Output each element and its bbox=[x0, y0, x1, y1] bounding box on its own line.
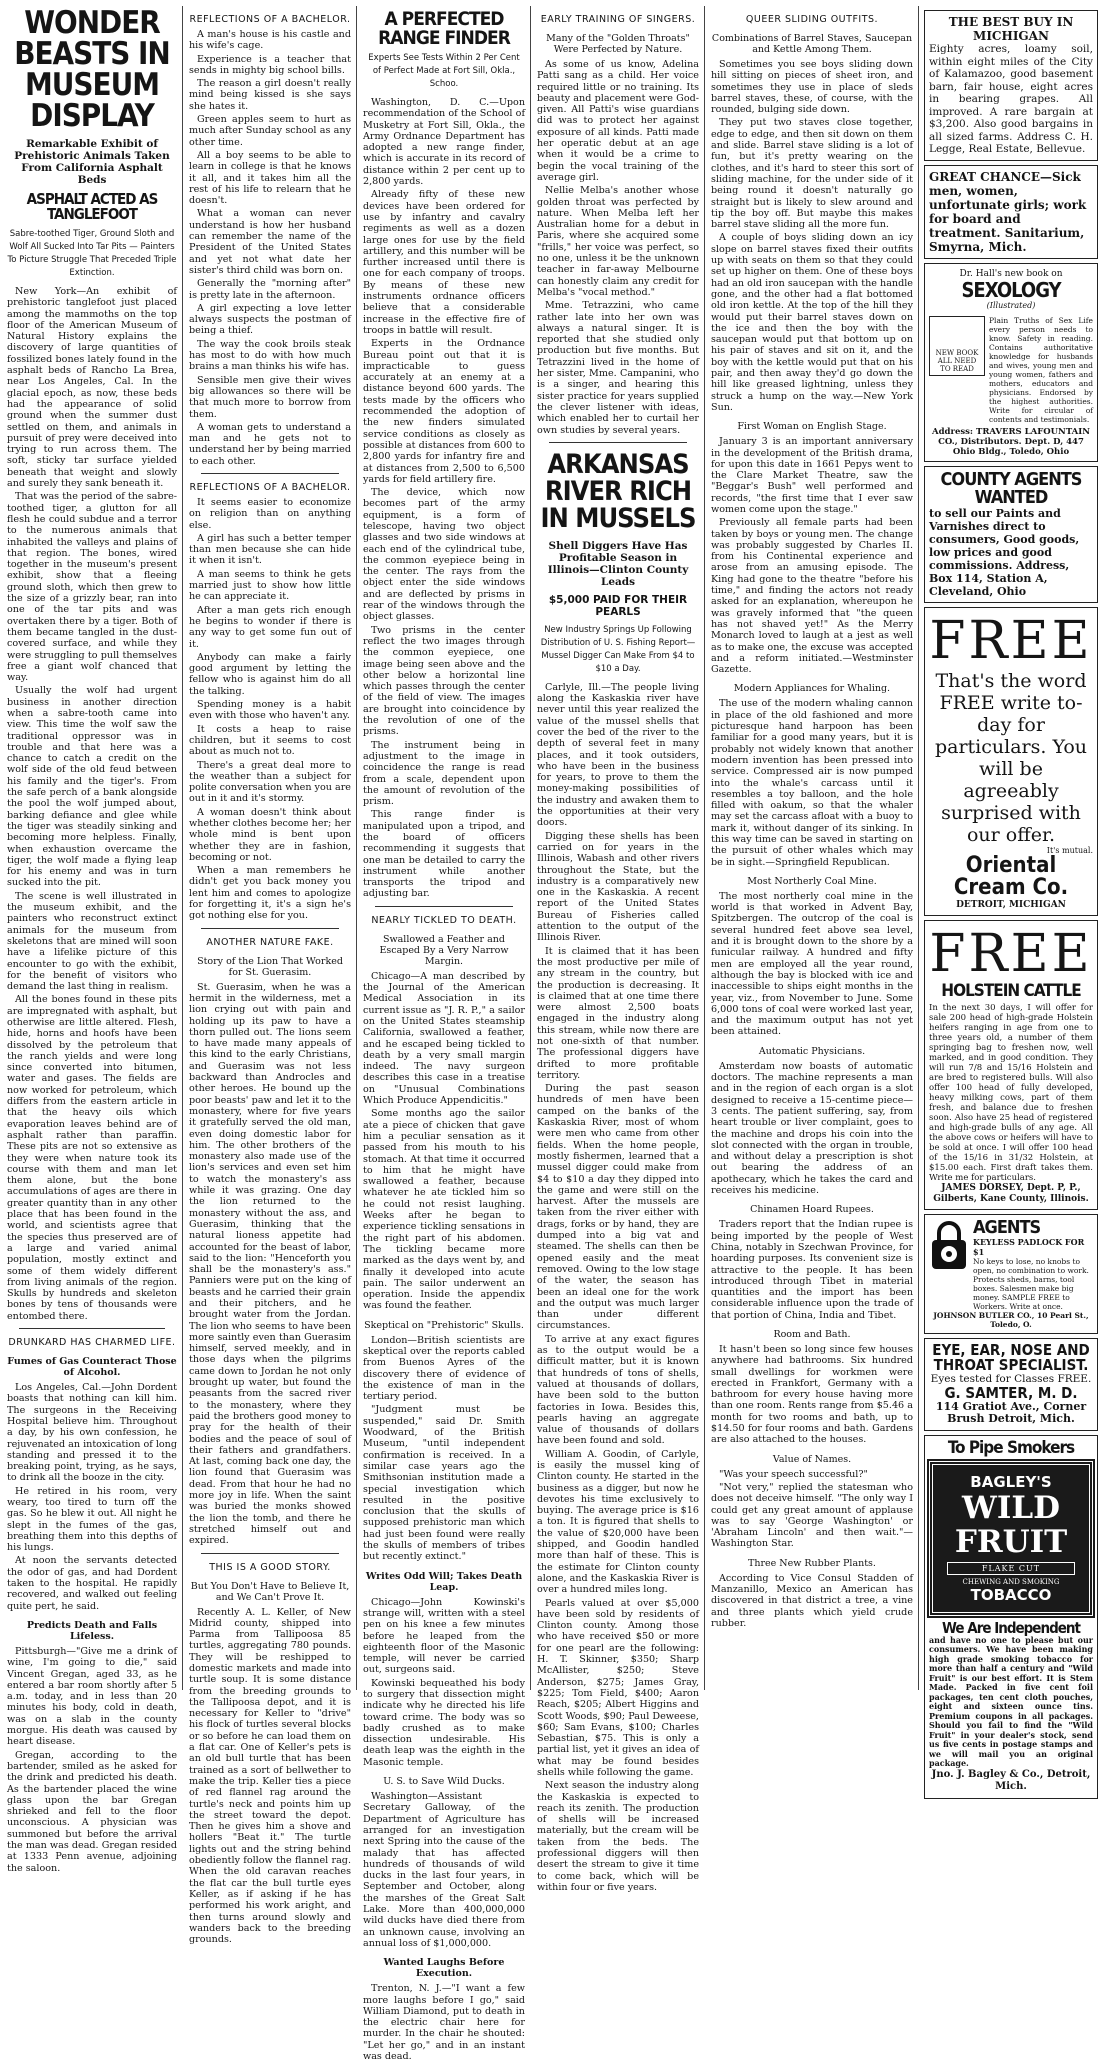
ad-free-heading: FREE bbox=[929, 610, 1093, 671]
article-paragraph: Some months ago the sailor ate a piece of chicken that gave him a peculiar sensation as it passed from his mouth to his stomach. At that time it occurred to him that he might have swallowed a feather, because whatever he ate tickled him so he could not resist laughing. Weeks after he began to experience tickling sensations in the right part of his abdomen. The tickling became more marked as the days went by, and finally it developed into acute pain. The sailor underwent an operation. Inside the appendix was found the feather. bbox=[363, 1108, 525, 1312]
ad-body: Eighty acres, loamy soil, within eight miles of the City of Kalamazoo, good basement barn, fair house, eight acres in bearing grapes. All improved. A rare bargain at $3,200. Also good bargains in all sized farms. Address C. H. Legge, Real Estate, Bellevue. bbox=[929, 43, 1093, 155]
article-paragraph: The way the cook broils steak has most to do with how much brains a man thinks his wife has. bbox=[189, 338, 351, 373]
ad-heading: We Are Independent bbox=[942, 1618, 1080, 1637]
article-paragraph: Amsterdam now boasts of automatic doctors. The machine represents a man and in the region of each organ is a slot designed to receive a 15-centime piece—3 cents. The patient suffering, say, from heart trouble or liver complaint, goes to the machine and drops his coin into the slot connected with the organ in trouble, and without delay a prescription is shot out bearing the address of an apothecary, which he takes the card and receives his medicine. bbox=[711, 1060, 913, 1197]
ad-county-agents bbox=[924, 466, 1098, 603]
ad-title: COUNTY AGENTS WANTED bbox=[940, 468, 1082, 508]
article-deck: But You Don't Have to Believe It, and We Can't Prove It. bbox=[190, 1580, 350, 1603]
article-paragraph: All the bones found in these pits are impregnated with asphalt, but otherwise are little altered. Flesh, hide, horns and hoofs have been dissolved by the petroleum that the ranch yields and were long since converted into bitumen, water and gases. The fields are now worked for petroleum, which differs from the eastern article in that the heavy oils which evaporation leaves behind are of asphalt rather than paraffin. These pits are not so extensive as they were when nature took its course with them and man let them alone, but the bone accumulations of ages are there in greater quantity than in any other place that has been found in the world, and scientists agree that the species thus preserved are of a large and varied animal population, mostly extinct and some of them widely different from living animals of the region. Skulls by hundreds and skeleton bones by tens of thousands were entombed there. bbox=[7, 994, 177, 1322]
column-2 bbox=[186, 6, 354, 1946]
article-headline: REFLECTIONS OF A BACHELOR. bbox=[189, 14, 351, 25]
ad-title: EYE, EAR, NOSE AND THROAT SPECIALIST. bbox=[932, 1341, 1090, 1374]
article-deck: Fumes of Gas Counteract Those of Alcohol. bbox=[7, 1356, 177, 1379]
ad-body: In the next 30 days, I will offer for sale 200 head of high-grade Holstein heifers ranging in age from one to three years old, a number of them springing bag to freshen now, well marked, and in good condition. They will run 7/8 and 15/16 Holstein and are bred to registered bulls. Will also offer 100 head of fully developed, heavy milking cows, part of them fresh, and balance due to freshen soon. Also have 25 head of registered and high-grade bulls of any age. All the above cows or heifers will have to be sold at once. I will offer 100 head of the 15/16 in 31/32 Holstein, at $15.00 each. First draft takes them. Write me for particulars. bbox=[929, 1003, 1093, 1183]
crosshead: $5,000 PAID FOR THEIR PEARLS bbox=[548, 593, 688, 618]
article-paragraph: Recently A. L. Keller, of New Midrid county, shipped into Parma from Tallipoosa 85 turtles, aggregating 780 pounds. They will be reshipped to domestic markets and made into turtle soup. It is some distance from the breeding grounds to the Tallipoosa depot, and it is necessary for Keller to "drive" his flock of turtles several blocks or so before he can load them on a flat car. One of Keller's pets is an old bull turtle that has been trained as a sort of bellwether to make the trip. Keller ties a piece of red flannel rag around the turtle's neck and points him up the street toward the depot. Then he gives him a shove and hollers "Beat it." The turtle lights out and the string behind obediently follow the flannel rag. When the old caravan reaches the flat car the bull turtle eyes Keller, as if asking if he has performed his work aright, and then turns around slowly and wanders back to the breeding grounds. bbox=[189, 1606, 351, 1946]
article-headline: Most Northerly Coal Mine. bbox=[747, 875, 877, 887]
ad-company: Oriental Cream Co. bbox=[953, 852, 1069, 900]
package-kind: CHEWING AND SMOKING bbox=[962, 1577, 1060, 1586]
article-paragraph: A woman gets to understand a man and he gets not to understand her by being married to each other. bbox=[189, 421, 351, 467]
ad-sub: (Illustrated) bbox=[986, 301, 1036, 310]
article-paragraph: Experience is a teacher that sends in mighty big school bills. bbox=[189, 53, 351, 76]
article-paragraph: Anybody can make a fairly good argument by letting the fellow who is against him do all the talking. bbox=[189, 651, 351, 697]
ad-keyless-padlock bbox=[924, 1214, 1098, 1334]
article-headline: Value of Names. bbox=[772, 1453, 852, 1465]
package-brand: BAGLEY'S bbox=[970, 1472, 1052, 1491]
article-paragraph: The scene is well illustrated in the museum exhibit, and the painters who reconstruct extinct animals for the museum from skeletons that are mined will soon have a lifelike picture of this encounter to go with the exhibit, for the benefit of visitors who demand the last thing in realism. bbox=[7, 890, 177, 993]
divider bbox=[201, 928, 339, 929]
divider bbox=[375, 906, 513, 907]
article-paragraph: To arrive at any exact figures as to the output would be a difficult matter, but it is known that hundreds of tons of shells, valued at thousands of dollars, have been sold to the button factories in Iowa. Besides this, pearls having an aggregate value of thousands of dollars have been found and sold. bbox=[537, 1333, 699, 1447]
article-paragraph: What a woman can never understand is how her husband can remember the name of the President of the United States and yet not what date her sister's third child was born on. bbox=[189, 208, 351, 276]
padlock-icon bbox=[929, 1219, 969, 1271]
ad-michigan-farm bbox=[924, 10, 1098, 161]
ad-body: That's the word FREE write to-day for particulars. You will be agreeably surprised with our offer. bbox=[934, 669, 1088, 846]
article-paragraph: There's a great deal more to the weather than a subject for polite conversation when you are out in it and it's stormy. bbox=[189, 759, 351, 805]
ad-sanitarium bbox=[924, 165, 1098, 259]
article-paragraph: During the past season hundreds of men have been camped on the banks of the Kaskaskia River, most of whom were men who came from other fields. When the home people, mostly fishermen, learned that a mussel digger could make from $4 to $10 a day they dipped into the game and were still on the harvest. After the mussels are taken from the river either with drags, forks or by hand, they are dumped into a big vat and steamed. The shells can then be opened easily and the meat removed. Owing to the low stage of the water, the season has been an ideal one for the work and the output was much larger than under different circumstances. bbox=[537, 1083, 699, 1332]
article-headline: REFLECTIONS OF A BACHELOR. bbox=[189, 481, 351, 493]
ad-address: Address: TRAVERS LAFOUNTAIN CO., Distributors. Dept. D, 447 Ohio Bldg., Toledo, Ohio bbox=[931, 426, 1091, 457]
article-paragraph: A girl has such a better temper than men because she can hide it when it isn't. bbox=[189, 532, 351, 567]
article-paragraph: "Was your speech successful?" bbox=[719, 1468, 868, 1480]
article-paragraph: Trenton, N. J.—"I want a few more laughs before I go," said William Diamond, put to death in the electric chair here for murder. In the chair he shouted: "Let her go," and in an instant was dead. bbox=[363, 1983, 525, 2062]
article-paragraph: That was the period of the sabre-toothed tiger, a glutton for all flesh he could subdue and a terror to the numerous animals that inhabited the valleys and plains of that region. The bones, wired together in the museum's present exhibit, show that a fleeing ground sloth, which then grew to the size of a grizzly bear, ran into one of the tar pits and was overtaken there by a tiger. Both of them became tangled in the dust-covered surface, and while they were struggling to pull themselves free a giant wolf chanced that way. bbox=[7, 491, 177, 684]
article-paragraph: Sensible men give their wives big allowances so there will be that much more to borrow from them. bbox=[189, 374, 351, 420]
deck: Sabre-toothed Tiger, Ground Sloth and Wolf All Sucked Into Tar Pits — Painters To Picture Struggle That Preceded Triple Extinction. bbox=[7, 229, 177, 278]
ad-book-label: NEW BOOK ALL NEED TO READ bbox=[935, 348, 979, 373]
article-paragraph: A couple of boys sliding down an icy slope on barrel staves fixed their outfits up with seats on them so that they could set up higher on them. One of these boys had an old iron saucepan with the handle gone, and the other had a flat bottomed old iron kettle. At the top of the hill they would put their barrel staves down on the ice and then the boy with the saucepan would put that bottom up on his pair of staves and sit on it, and the boy with the kettle would put that on his pair, and then away they'd go down the hill like greased lightning, unless they struck a hump on the way.—New York Sun. bbox=[711, 232, 913, 413]
ad-free-heading: FREE bbox=[929, 924, 1093, 984]
ad-eye-specialist bbox=[924, 1338, 1098, 1431]
article-headline: Chinamen Hoard Rupees. bbox=[750, 1204, 874, 1216]
divider bbox=[19, 1328, 165, 1329]
column-rule bbox=[182, 6, 183, 1690]
ad-title: AGENTS bbox=[973, 1217, 1041, 1238]
article-paragraph: A woman doesn't think about whether clothes become her; her whole mind is bent upon whether they are in fashion, becoming or not. bbox=[189, 806, 351, 863]
article-paragraph: It hasn't been so long since few houses anywhere had bathrooms. Six hundred small dwellings for workmen were erected in Frankfort, Germany with a bathroom for every house having more than one room. Rents range from $5.46 a month for two rooms and bath, up to $14.50 for four rooms and bath. Gardens are also attached to the houses. bbox=[711, 1343, 913, 1446]
article-paragraph: Carlyle, Ill.—The people living along the Kaskaskia river have never until this year realized the value of the mussel shells that cover the bed of the river to the depth of several feet in many places, and it took outsiders, who have been in the business for years, to prove to them the money-making possibilities of the industry and awaken them to the opportunities at their very doors. bbox=[537, 681, 699, 829]
ad-body: No keys to lose, no knobs to open, no combination to work. Protects sheds, barns, tool boxes. Salesmen make big money. SAMPLE FREE to Workers. Write at once. bbox=[973, 1257, 1089, 1311]
article-paragraph: It is claimed that it has been the most productive per mile of any stream in the country, but the production is decreasing. It is claimed that at one time there were almost 2,500 boats engaged in the industry along this stream, while now there are not one-sixth of that number. The professional diggers have drifted to more profitable territory. bbox=[537, 945, 699, 1081]
ad-body: to sell our Paints and Varnishes direct to consumers, Good goods, low prices and good commissions. Address, Box 114, Station A, Cleveland, Ohio bbox=[929, 506, 1080, 598]
article-paragraph: Generally the "morning after" is pretty late in the afternoon. bbox=[189, 278, 351, 301]
article-paragraph: St. Guerasim, when he was a hermit in the wilderness, met a lion crying out with pain and holding up its paw to have a thorn pulled out. The lions seem to have made many appeals of this kind to the early Christians, and Guerasim was not less backward than Androcles and other heroes. He bound up the poor beasts' paw and let it to the monastery, where for five years it gratefully served the old man, even doing domestic labor for him. The other brothers of the monastery also made use of the lion's services and even set him to watch the monastery's ass while it was grazing. One day the lion returned to the monastery without the ass, and Guerasim, thinking that the natural lioness appetite had accounted for the beast of labor, said to the lion: "Henceforth you shall be the monastery's ass." Panniers were put on the king of beasts and he carried their grain and their pitchers, and he brought water from the Jordan. The lion who seems to have been more saintly even than Guerasim himself, served meekly, and in those days when the pilgrims came down to Jordan he not only brought up water, but found the peasants from the sacred river to the monastery, where they paid the brothers good money to pray for the health of their bodies and the peace of soul of their fathers and grandfathers. At last, coming back one day, the lion found that Guerasim was dead. From that hour he had no more joy in life. When the saint was buried the monks showed the lion the tomb, and there he stretched himself out and expired. bbox=[189, 981, 351, 1547]
article-headline: QUEER SLIDING OUTFITS. bbox=[745, 14, 879, 25]
article-deck: Story of the Lion That Worked for St. Guerasim. bbox=[197, 955, 343, 978]
package-cut: FLAKE CUT bbox=[947, 1562, 1075, 1575]
article-paragraph: "Not very," replied the statesman who does not deceive himself. "The only way I could get any great amount of applause was to say 'George Washington' or 'Abraham Lincoln' and then wait."—Washington Star. bbox=[711, 1481, 913, 1550]
column-rule bbox=[918, 6, 919, 1690]
ad-small-note: It's mutual. bbox=[1046, 845, 1093, 855]
article-paragraph: Washington—Assistant Secretary Galloway, of the Department of Agriculture has arranged for an investigation next Spring into the cause of the malady that has affected hundreds of thousands of wild ducks in the last four years, in September and October, along the marshes of the Great Salt Lake. More than 400,000,000 wild ducks have died there from an unknown cause, involving an annual loss of $1,000,000. bbox=[363, 1791, 525, 1949]
ad-title: HOLSTEIN CATTLE bbox=[941, 981, 1081, 1001]
article-paragraph: They put two staves close together, edge to edge, and then sit down on them and slide. Barrel stave sliding is a lot of fun, but it's pretty wearing on the clothes, and it's hard to steer this sort of sliding machine, for the under side of it being round it doesn't naturally go straight but is likely to slew around and tip the boy off. But maybe this makes barrel stave sliding all the more fun. bbox=[711, 117, 913, 231]
article-paragraph: After a man gets rich enough he begins to wonder if there is any way to get some fun out of it. bbox=[189, 604, 351, 650]
article-paragraph: Spending money is a habit even with those who haven't any. bbox=[189, 699, 351, 722]
column-3 bbox=[360, 6, 528, 2062]
article-paragraph: The reason a girl doesn't really mind being kissed is she says she hates it. bbox=[189, 78, 351, 112]
subhead: Shell Diggers Have Has Profitable Season in Illinois—Clinton County Leads bbox=[547, 539, 689, 588]
divider bbox=[201, 473, 339, 474]
ad-title: SEXOLOGY bbox=[961, 278, 1061, 302]
ad-city: DETROIT, MICHIGAN bbox=[956, 899, 1066, 910]
ad-body: GREAT CHANCE—Sick men, women, unfortunate girls; work for board and treatment. Sanitarium, Smyrna, Mich. bbox=[929, 169, 1087, 254]
article-deck: Many of the "Golden Throats" Were Perfected by Nature. bbox=[546, 33, 690, 55]
article-headline: ANOTHER NATURE FAKE. bbox=[206, 936, 334, 948]
article-headline: THIS IS A GOOD STORY. bbox=[209, 1561, 331, 1573]
article-deck: Combinations of Barrel Staves, Saucepan and Kettle Among Them. bbox=[711, 33, 913, 55]
deck: Experts See Tests Within 2 Per Cent of Perfect Made at Fort Sill, Okla., Schoo. bbox=[368, 53, 520, 89]
ad-body: Eyes tested for Classes FREE. bbox=[930, 1373, 1092, 1385]
ad-wild-fruit-tobacco bbox=[924, 1435, 1098, 1799]
headline-arkansas-river: ARKANSAS RIVER RICH IN MUSSELS bbox=[540, 448, 696, 534]
article-paragraph: The use of the modern whaling cannon in place of the old fashioned and more picturesque hand harpoon has been familiar for a good many years, but it is probably not widely known that another modern invention has been pressed into service. Compressed air is now pumped into the whale's carcass until it resembles a toy balloon, and the hole filled with oakum, so that the whaler may set the carcass afloat with a buoy to mark it, without danger of its sinking. In this way time can be saved in starting on the pursuit of other whales which may be in sight.—Springfield Republican. bbox=[711, 698, 913, 868]
article-headline: NEARLY TICKLED TO DEATH. bbox=[371, 914, 517, 926]
article-paragraph: A man seems to think he gets married just to show how little he can appreciate it. bbox=[189, 568, 351, 603]
headline-range-finder: A PERFECTED RANGE FINDER bbox=[378, 8, 510, 49]
package-name: WILD FRUIT bbox=[954, 1489, 1068, 1560]
divider bbox=[549, 442, 687, 443]
article-paragraph: William A. Goodin, of Carlyle, is easily the mussel king of Clinton county. He started in the business as a digger, but now he devotes his time exclusively to buying. The average price is $16 a ton. It is figured that shells to the value of $20,000 have been shipped, and Goodin handled more than half of these. This is the estimate for Clinton county alone, and the Kaskaskia River is over a hundred miles long. bbox=[537, 1448, 699, 1596]
column-rule bbox=[356, 6, 357, 1690]
book-icon bbox=[929, 316, 985, 376]
article-headline: Wanted Laughs Before Execution. bbox=[383, 1957, 505, 1980]
article-paragraph: Washington, D. C.—Upon recommendation of the School of Musketry at Fort Sill, Okla., the Army Ordnance Department has adopted a new range finder, which is accurate in its record of distance within 2 per cent up to 2,800 yards. bbox=[363, 97, 525, 188]
article-headline: Three New Rubber Plants. bbox=[748, 1557, 876, 1569]
ad-intro: Dr. Hall's new book on bbox=[959, 268, 1063, 279]
article-paragraph: Los Angeles, Cal.—John Dordent boasts that nothing can kill him. The surgeons in the Receiving Hospital believe him. Throughout a day, by his own confession, he rejuvenated an intoxication of long standing and pressed it to the breaking point, trying, as he says, to drink all the booze in the city. bbox=[7, 1382, 178, 1484]
article-paragraph: "Judgment must be suspended," said Dr. Smith Woodward, of the British Museum, "until independent confirmation is received. In a similar case years ago the Smithsonian institution made a special investigation which resulted in the positive conclusion that the skulls of supposed prehistoric man which had just been found were really the skulls of members of tribes but recently extinct." bbox=[363, 1404, 525, 1563]
article-paragraph: Next season the industry along the Kaskaskia is expected to reach its zenith. The production of shells will be increased materially, but the cream will be taken from the beds. The professional diggers will then desert the stream to give it time to come back, which will be within four or five years. bbox=[537, 1780, 699, 1893]
ad-doctor: G. SAMTER, M. D. bbox=[944, 1383, 1078, 1402]
column-4 bbox=[534, 6, 702, 1893]
ad-title: To Pipe Smokers bbox=[947, 1437, 1075, 1458]
divider bbox=[201, 1553, 339, 1554]
article-paragraph: Green apples seem to hurt as much after Sunday school as any other time. bbox=[189, 114, 351, 148]
ad-address: Jno. J. Bagley & Co., Detroit, Mich. bbox=[931, 1768, 1091, 1792]
article-paragraph: When a man remembers he didn't get you back money you lent him and comes to apologize for forgetting it, it's a sign he's got nothing else for you. bbox=[189, 865, 351, 922]
article-paragraph: Kowinski bequeathed his body to surgery that dissection might indicate why he directed his life toward crime. The body was so badly crushed as to make dissection undesirable. His death leap was the eighth in the Masonic temple. bbox=[363, 1677, 525, 1768]
article-paragraph: It seems easier to economize on religion than on anything else. bbox=[189, 496, 351, 531]
article-paragraph: Digging these shells has been carried on for years in the Illinois, Wabash and other rivers throughout the State, but the industry is a comparatively new one in the Kaskaskia. A recent report of the United States Bureau of Fisheries called attention to the output of the Illinois River. bbox=[537, 830, 699, 944]
article-paragraph: Two prisms in the center reflect the two images through the common eyepiece, one image being seen above and the other below a horizontal line which passes through the center of the field of view. The images are brought into coincidence by the revolution of one of the prisms. bbox=[363, 624, 525, 738]
ad-address: JOHNSON BUTLER CO., 10 Pearl St., Toledo, O. bbox=[933, 1311, 1089, 1329]
article-headline: First Woman on English Stage. bbox=[737, 421, 887, 433]
article-paragraph: Chicago—A man described by the Journal of the American Medical Association in its current issue as "J. R. P.," a sailor on the United States steamship California, swallowed a feather, and he escaped being tickled to death by a very small margin indeed. The navy surgeon describes this case in a treatise on "Unusual Combinations Which Produce Appendicitis." bbox=[363, 970, 525, 1107]
subhead: Remarkable Exhibit of Prehistoric Animals Taken From California Asphalt Beds bbox=[14, 138, 170, 186]
article-paragraph: Mme. Tetrazzini, who came rather late into her own was always a natural singer. It is reported that she studied only production but five months. But Tetrazzini lived in the home of her sister, Mme. Campanini, who is a singer, and hearing this sister practice for years supplied the clever listener with ideas, which enabled her to curtail her own studies by several years. bbox=[537, 300, 699, 436]
article-paragraph: The most northerly coal mine in the world is that worked in Advent Bay, Spitzbergen. The outcrop of the coal is several hundred feet above sea level, and it is brought down to the shore by a funicular railway. A hundred and fifty men are employed all the year round, although the bay is blocked with ice and inaccessible to ships eight months in the year, viz., from November to June. Some 6,000 tons of coal were worked last year, and the maximum output has not yet been attained. bbox=[711, 890, 913, 1038]
package-tobacco: TOBACCO bbox=[970, 1585, 1052, 1604]
article-headline: Predicts Death and Falls Lifeless. bbox=[26, 1619, 158, 1642]
article-paragraph: New York—An exhibit of prehistoric tanglefoot just placed among the mammoths on the top floor of the American Museum of Natural History explains the discovery of large quantities of fossilized bones lately found in the asphalt beds of Rancho La Brea, near Los Angeles, Cal. In the glacial epoch, as now, these beds had the appearance of solid ground when the summer dust settled on them, and animals in pursuit of prey were deceived into trying to run across them. The soft, sticky tar surface yielded beneath that weight and slowly and surely they sank beneath it. bbox=[7, 286, 177, 490]
article-headline: Writes Odd Will; Takes Death Leap. bbox=[365, 1570, 523, 1593]
article-paragraph: Pittsburgh—"Give me a drink of wine, I'm going to die," said Vincent Gregan, aged 33, as he entered a bar room shortly after 5 a.m. today, and in less than 20 minutes his body, cold in death, was on a slab in the county morgue. His death was caused by heart disease. bbox=[7, 1645, 177, 1748]
article-headline: Modern Appliances for Whaling. bbox=[733, 683, 891, 695]
ad-title: THE BEST BUY IN MICHIGAN bbox=[948, 15, 1074, 43]
ad-signature: JAMES DORSEY, Dept. P, P., Gilberts, Kane County, Illinois. bbox=[933, 1183, 1089, 1204]
crosshead: ASPHALT ACTED AS TANGLEFOOT bbox=[26, 190, 158, 223]
article-headline: DRUNKARD HAS CHARMED LIFE. bbox=[8, 1337, 176, 1349]
article-paragraph: Traders report that the Indian rupee is being imported by the people of West China, notably in Szechwan Province, for hoarding purposes. Its convenient size is attractive to the people. It has been introduced through Tibet in material quantities and the import has been considerable influence upon the trade of that portion of China, India and Tibet. bbox=[711, 1219, 913, 1321]
article-headline: EARLY TRAINING OF SINGERS. bbox=[540, 14, 696, 25]
article-paragraph: A man's house is his castle and his wife's cage. bbox=[189, 29, 351, 52]
ad-sub: KEYLESS PADLOCK FOR $1 bbox=[973, 1237, 1085, 1257]
article-paragraph: This range finder is manipulated upon a tripod, and the board of officers recommending it suggests that one man be detailed to carry the instrument while another transports the tripod and adjusting bar. bbox=[363, 809, 525, 900]
column-1 bbox=[4, 5, 180, 1874]
column-5 bbox=[708, 6, 916, 1690]
article-paragraph: Gregan, according to the bartender, smiled as he asked for the drink and predicted his death. As the bartender placed the wine glass upon the bar Gregan shrieked and fell to the floor unconscious. A physician was summoned but before the arrival the man was dead. Gregan resided at 1333 Penn avenue, adjoining the saloon. bbox=[7, 1749, 177, 1874]
article-paragraph: Nellie Melba's another whose golden throat was perfected by nature. When Melba left her Australian home for a debut in Paris, where she acquired some "frills," her voice was perfect, so no one, unless it be the unknown teacher in far-away Melbourne can honestly claim any credit for Melba's "vocal method." bbox=[537, 185, 699, 298]
article-paragraph: Already fifty of these new devices have been ordered for use by infantry and cavalry regiments as well as a dozen large ones for use by the field artillery, and this number will be further increased until there is one for each company of troops. By means of these new instruments ordnance officers believe that a considerable increase in the effective fire of troops in battle will result. bbox=[363, 189, 525, 336]
column-rule bbox=[530, 6, 531, 1690]
ad-body: and have no one to please but our consumers. We have been making high grade smoking tobacco for more than half a century and "Wild Fruit" is our best effort. It is Stem Made. Packed in five cent foil packages, ten cent cloth pouches, eight and sixteen ounce tins. Premium coupons in all packages. Should you fail to find the "Wild Fruit" in your dealer's stock, send us five cents in postage stamps and we will mail you an original package. bbox=[929, 1634, 1093, 1768]
column-6-ads bbox=[921, 6, 1101, 1792]
headline-wonder-beasts: WONDER BEASTS IN MUSEUM DISPLAY bbox=[14, 5, 170, 134]
deck: New Industry Springs Up Following Distribution of U. S. Fishing Report—Mussel Digger Can Make From $4 to $10 a Day. bbox=[540, 624, 696, 674]
article-paragraph: Previously all female parts had been taken by boys or young men. The change was probably suggested by Charles II. from his Continental experience and arose from an amusing episode. The King had gone to the theatre "before his time," and finding the actors not ready asked for an explanation, whereupon he was gravely informed that "the queen has not shaved yet!" As the Merry Monarch loved to laugh at a jest as well as to make one, the excuse was accepted and a reform initiated.—Westminster Gazette. bbox=[711, 517, 913, 676]
article-paragraph: As some of us know, Adelina Patti sang as a child. Her voice required little or no training. Its beauty and placement were God-given. All Patti's wise guardians did was to protect her against exposure of all kinds. Patti made her operatic debut at an age when it would be a crime to begin the vocal training of the average girl. bbox=[537, 59, 699, 183]
column-rule bbox=[704, 6, 705, 1690]
article-paragraph: It costs a heap to raise children, but it seems to cost about as much not to. bbox=[189, 723, 351, 758]
article-paragraph: Pearls valued at over $5,000 have been sold by residents of Clinton county. Among those who have received $50 or more for one pearl are the following: H. T. Skinner, $350; Sharp McAllister, $250; Steve Anderson, $275; James Gray, $225; Tom Field, $400; Aaron Reach, $205; Albert Higgins and Scott Woods, $90; Paul Deweese, $60; Sam Evans, $100; Charles Sebastian, $75. This is only a partial list, yet it gives an idea of what may be found besides shells while following the game. bbox=[537, 1597, 699, 1778]
ad-address: 114 Gratiot Ave., Corner Brush Detroit, Mich. bbox=[935, 1399, 1087, 1425]
article-deck: Swallowed a Feather and Escaped By a Very Narrow Margin. bbox=[379, 933, 509, 967]
article-paragraph: He retired in his room, very weary, too tired to turn off the gas. So he blew it out. All night he slept in the fumes of the gas, breathing them into this depths of his lungs. bbox=[7, 1485, 177, 1554]
article-paragraph: A girl expecting a love letter always suspects the postman of being a thief. bbox=[189, 302, 351, 337]
article-headline: Skeptical on "Prehistoric" Skulls. bbox=[364, 1319, 524, 1331]
article-paragraph: Chicago—John Kowinski's strange will, written with a steel pen on his knee a few minutes before he leaped from the eighteenth floor of the Masonic temple, will never be carried out, surgeons said. bbox=[363, 1596, 525, 1676]
article-paragraph: The device, which now becomes part of the army equipment, is a form of telescope, having two object glasses and two side windows at each end of the cylindrical tube, the common eyepiece being in the center. The rays from the object enter the side windows and are deflected by prisms in rear of the windows through the object glasses. bbox=[363, 487, 525, 623]
article-paragraph: All a boy seems to be able to learn in college is that he knows it all, and it takes him all the rest of his life to relearn that he doesn't. bbox=[189, 149, 351, 207]
article-paragraph: Experts in the Ordnance Bureau point out that it is impracticable to guess accurately at an enemy at a distance beyond 600 yards. The tests made by the officers who recommended the adoption of the new finders simulated service conditions as closely as possible at distances from 600 to 2,800 yards for infantry fire and at distances from 2,500 to 6,500 yards for field artillery fire. bbox=[363, 338, 525, 485]
ad-body: Plain Truths of Sex Life every person needs to know. Safety in reading. Contains authoritative knowledge for husbands and wives, young men and young women, fathers and mothers, educators and physicians. Endorsed by the highest authorities. Write for circular of contents and testimonials. bbox=[989, 315, 1093, 424]
ad-sexology-book bbox=[924, 263, 1098, 462]
article-paragraph: January 3 is an important anniversary in the development of the British drama, for upon this date in 1661 Pepys went to the Clare Market Theatre, saw the "Beggar's Bush" well performed and records, "the first time that I ever saw women come upon the stage." bbox=[711, 436, 913, 515]
article-headline: Room and Bath. bbox=[773, 1328, 851, 1340]
article-headline: Automatic Physicians. bbox=[758, 1045, 866, 1057]
ad-oriental-cream bbox=[924, 607, 1098, 917]
article-paragraph: At noon the servants detected the odor of gas, and had Dordent taken to the hospital. He rapidly recovered, and walked out feeling quite pert, he said. bbox=[7, 1555, 177, 1612]
article-paragraph: The instrument being in adjustment to the image in coincidence the range is read from a scale, dependent upon the amount of revolution of the prism. bbox=[363, 739, 525, 808]
article-paragraph: Sometimes you see boys sliding down hill sitting on pieces of sheet iron, and sometimes they use in place of sleds barrel staves, these, of course, with the rounded, bulging side down. bbox=[711, 59, 913, 116]
article-paragraph: According to Vice Consul Stadden of Manzanillo, Mexico an American has discovered in that district a tree, a vine and three plants which yield crude rubber. bbox=[711, 1572, 913, 1629]
ad-holstein-cattle bbox=[924, 920, 1098, 1210]
article-paragraph: London—British scientists are skeptical over the reports cabled from Buenos Ayres of the discovery there of evidence of the existence of man in the tertiary period. bbox=[363, 1334, 525, 1403]
article-headline: U. S. to Save Wild Ducks. bbox=[383, 1776, 505, 1788]
tobacco-package bbox=[929, 1461, 1093, 1616]
article-paragraph: Usually the wolf had urgent business in another direction when a sabre-tooth came into view. This time the wolf saw the traditional oppressor was in trouble and that here was a chance to catch a credit on the wolf side of the old feud between his family and the tiger's. From the safe perch of a bank alongside the pool the wolf jumped about, barking defiance and glee while the tiger was steadily sinking and becoming more helpless. Finally, when exhaustion overcame the tiger, the wolf made a flying leap for his enemy and was in turn sucked into the pit. bbox=[7, 685, 177, 889]
